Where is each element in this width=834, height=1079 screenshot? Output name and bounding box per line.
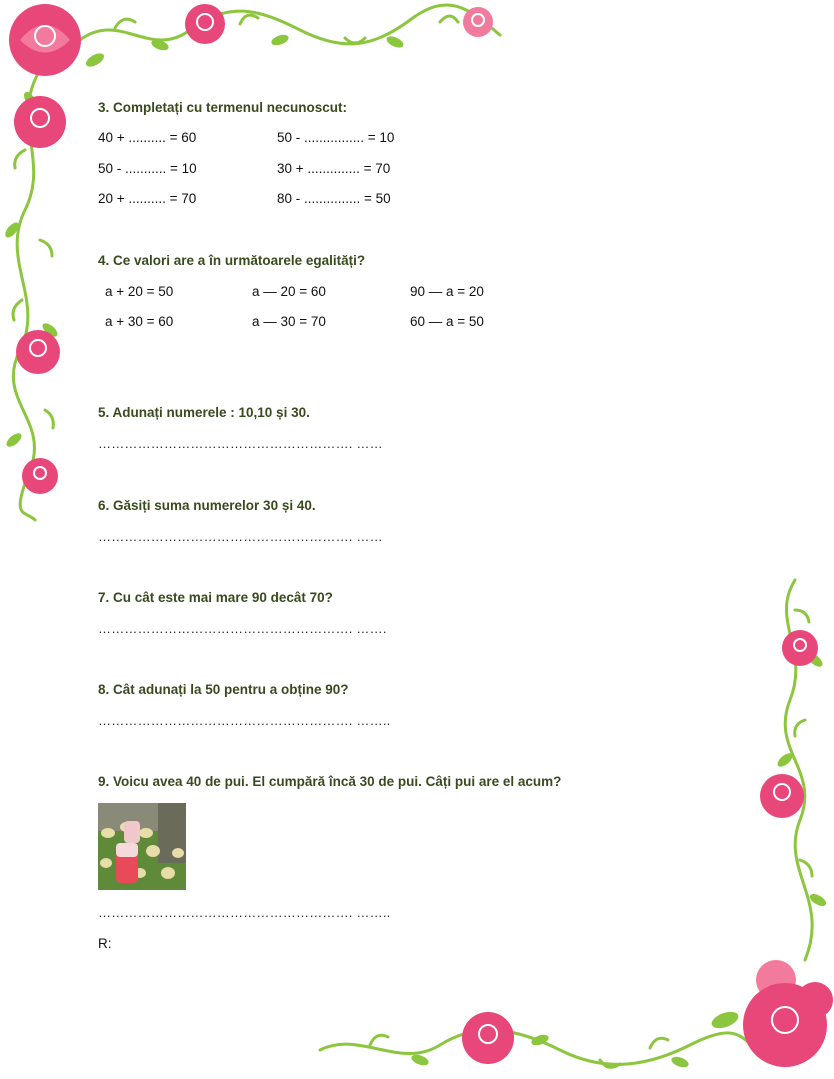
q3-eq: 50 - ........... = 10: [98, 161, 197, 176]
q3-title: 3. Completați cu termenul necunoscut:: [98, 100, 348, 115]
rose-icon: [782, 630, 818, 666]
rose-icon: [463, 7, 493, 37]
rose-icon: [743, 960, 833, 1067]
rose-icon: [9, 4, 81, 76]
q8-answer-line[interactable]: …………………………………………………. ……..: [98, 713, 391, 728]
q3-eq: 30 + .............. = 70: [277, 161, 391, 176]
chicks-photo: [98, 803, 186, 890]
rose-icon: [185, 4, 225, 44]
q9-title: 9. Voicu avea 40 de pui. El cumpără încă 30 de pui. Câți pui are el acum?: [98, 774, 562, 789]
q4-eq: a + 30 = 60: [105, 314, 174, 329]
q4-eq: a — 30 = 70: [252, 314, 326, 329]
q3-eq: 20 + .......... = 70: [98, 191, 197, 206]
q4-eq: 60 — a = 50: [410, 314, 484, 329]
q4-eq: a + 20 = 50: [105, 284, 174, 299]
rose-icon: [16, 330, 60, 374]
q3-eq: 80 - ............... = 50: [277, 191, 391, 206]
rose-icon: [462, 1012, 514, 1064]
q7-answer-line[interactable]: …………………………………………………. …….: [98, 621, 387, 636]
rose-icon: [22, 458, 58, 494]
q8-title: 8. Cât adunați la 50 pentru a obține 90?: [98, 682, 349, 697]
q4-eq: a — 20 = 60: [252, 284, 326, 299]
q6-title: 6. Găsiți suma numerelor 30 și 40.: [98, 498, 316, 513]
q6-answer-line[interactable]: …………………………………………………. ……: [98, 529, 383, 544]
q3-eq: 50 - ................ = 10: [277, 130, 395, 145]
rose-icon: [760, 774, 804, 818]
q9-answer-line[interactable]: …………………………………………………. ……..: [98, 905, 391, 920]
q3-eq: 40 + .......... = 60: [98, 130, 197, 145]
q9-response-label: R:: [98, 936, 112, 951]
rose-icon: [14, 96, 66, 148]
q7-title: 7. Cu cât este mai mare 90 decât 70?: [98, 590, 333, 605]
q4-eq: 90 — a = 20: [410, 284, 484, 299]
q5-title: 5. Adunați numerele : 10,10 și 30.: [98, 405, 310, 420]
q4-title: 4. Ce valori are a în următoarele egalități?: [98, 253, 366, 268]
q5-answer-line[interactable]: …………………………………………………. ……: [98, 436, 383, 451]
